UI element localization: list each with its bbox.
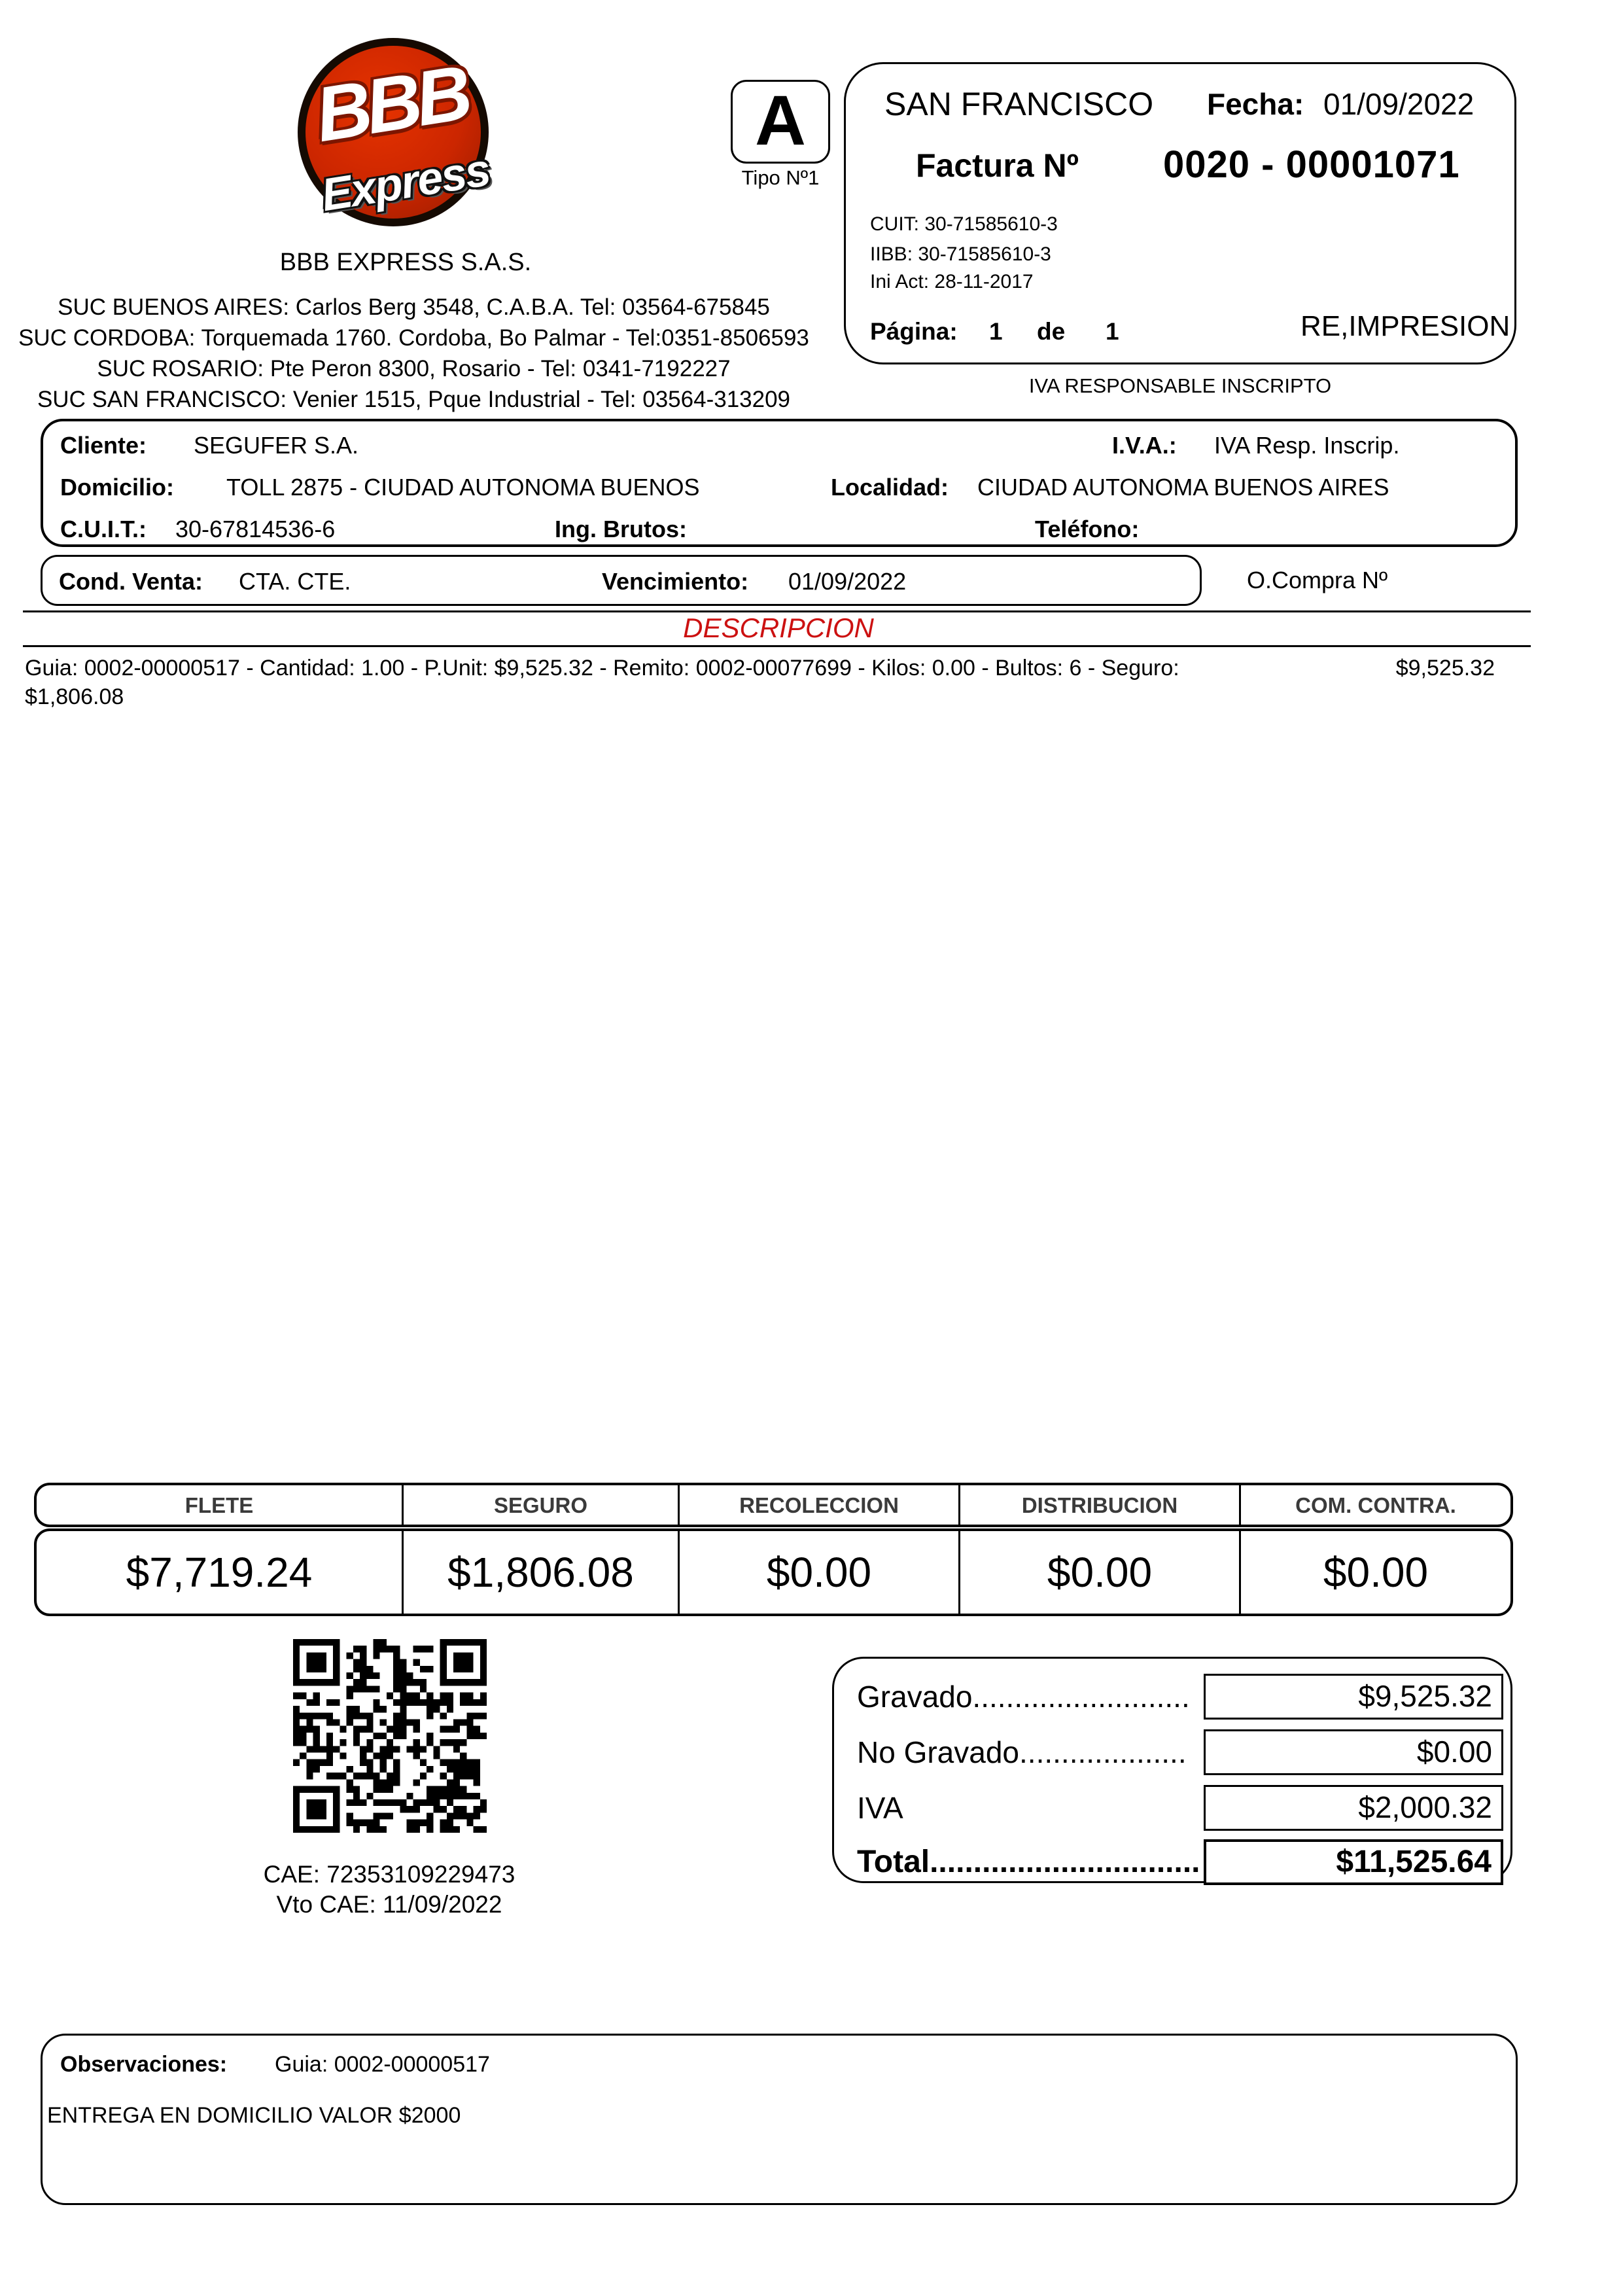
client-phone-label: Teléfono: bbox=[1035, 516, 1140, 542]
total-row-iva bbox=[834, 1785, 1510, 1831]
client-address-label: Domicilio: bbox=[60, 474, 175, 501]
charges-col-recoleccion: RECOLECCION bbox=[678, 1485, 958, 1525]
company-ini-act: Ini Act: 28-11-2017 bbox=[870, 271, 1034, 292]
invoice-type-letter: A bbox=[755, 80, 806, 160]
charges-values-row bbox=[34, 1528, 1513, 1616]
total-row-gravado bbox=[834, 1674, 1510, 1720]
description-title: DESCRIPCION bbox=[683, 612, 874, 643]
client-iva-value: IVA Resp. Inscrip. bbox=[1214, 432, 1400, 459]
no-gravado-label: No Gravado.................... bbox=[857, 1735, 1187, 1769]
description-line1-amount: $9,525.32 bbox=[1395, 656, 1495, 680]
logo-word-express: Express bbox=[317, 143, 493, 221]
total-row-total bbox=[834, 1839, 1510, 1885]
charges-col-seguro: SEGURO bbox=[402, 1485, 678, 1525]
branch-address: SUC ROSARIO: Pte Peron 8300, Rosario - Tel: 0341-7192227 bbox=[97, 356, 731, 381]
page-current: 1 bbox=[989, 318, 1003, 345]
purchase-order-label: O.Compra Nº bbox=[1247, 567, 1388, 593]
iva-label: IVA bbox=[857, 1791, 903, 1825]
total-label: Total............................... bbox=[857, 1845, 1200, 1879]
charges-header-row bbox=[34, 1483, 1513, 1527]
invoice-number-label: Factura Nº bbox=[916, 147, 1079, 184]
cae-block bbox=[216, 1860, 563, 1920]
due-date-label: Vencimiento: bbox=[602, 568, 749, 595]
branch-name: SAN FRANCISCO bbox=[884, 86, 1154, 122]
date-label: Fecha: bbox=[1207, 87, 1304, 121]
client-address: TOLL 2875 - CIUDAD AUTONOMA BUENOS bbox=[226, 474, 700, 501]
client-label: Cliente: bbox=[60, 432, 147, 459]
client-name: SEGUFER S.A. bbox=[194, 432, 359, 459]
company-branches bbox=[16, 292, 811, 415]
no-gravado-value: $0.00 bbox=[1204, 1729, 1503, 1775]
client-city-label: Localidad: bbox=[831, 474, 949, 501]
gravado-value: $9,525.32 bbox=[1204, 1674, 1503, 1720]
charges-col-flete: FLETE bbox=[184, 1493, 254, 1517]
client-iva-label: I.V.A.: bbox=[1112, 432, 1177, 459]
observations-guia: Guia: 0002-00000517 bbox=[275, 2052, 490, 2077]
client-cuit: 30-67814536-6 bbox=[175, 516, 336, 542]
totals-box bbox=[832, 1657, 1512, 1883]
branch-address: SUC SAN FRANCISCO: Venier 1515, Pque Industrial - Tel: 03564-313209 bbox=[37, 387, 791, 412]
total-value: $11,525.64 bbox=[1204, 1839, 1503, 1885]
description-line2: $1,806.08 bbox=[25, 684, 124, 709]
observations-label: Observaciones: bbox=[60, 2052, 228, 2077]
charges-val-com-contra: $0.00 bbox=[1239, 1531, 1510, 1614]
charges-col-com-contra: COM. CONTRA. bbox=[1239, 1485, 1510, 1525]
qr-code bbox=[293, 1636, 487, 1836]
date-value: 01/09/2022 bbox=[1323, 87, 1475, 121]
description-line1: Guia: 0002-00000517 - Cantidad: 1.00 - P.Unit: $9,525.32 - Remito: 0002-00077699 - Kilos: 0.00 - Bultos: 6 - Seguro: bbox=[25, 656, 1179, 680]
charges-val-distribucion: $0.00 bbox=[958, 1531, 1239, 1614]
branch-address: SUC BUENOS AIRES: Carlos Berg 3548, C.A.B.A. Tel: 03564-675845 bbox=[58, 294, 770, 320]
charges-col-distribucion: DISTRIBUCION bbox=[958, 1485, 1239, 1525]
client-cuit-label: C.U.I.T.: bbox=[60, 516, 147, 542]
invoice-number-value: 0020 - 00001071 bbox=[1163, 143, 1460, 186]
reprint-flag: RE,IMPRESION bbox=[1300, 310, 1510, 342]
page-label: Página: bbox=[870, 318, 958, 345]
charges-val-seguro: $1,806.08 bbox=[402, 1531, 678, 1614]
due-date-value: 01/09/2022 bbox=[788, 568, 907, 595]
cae-number: CAE: 72353109229473 bbox=[263, 1861, 515, 1888]
sale-condition-label: Cond. Venta: bbox=[59, 568, 203, 595]
observations-note: ENTREGA EN DOMICILIO VALOR $2000 bbox=[47, 2103, 461, 2128]
client-ing-brutos-label: Ing. Brutos: bbox=[555, 516, 687, 542]
page-total: 1 bbox=[1106, 318, 1119, 345]
page-of: de bbox=[1037, 318, 1066, 345]
client-city: CIUDAD AUTONOMA BUENOS AIRES bbox=[977, 474, 1389, 501]
gravado-label: Gravado.......................... bbox=[857, 1680, 1190, 1714]
total-row-no-gravado bbox=[834, 1729, 1510, 1775]
company-name: BBB EXPRESS S.A.S. bbox=[279, 249, 532, 276]
iva-condition: IVA RESPONSABLE INSCRIPTO bbox=[1028, 374, 1332, 397]
description-divider-bottom bbox=[23, 645, 1531, 647]
logo-word-bbb: BBB bbox=[309, 49, 473, 159]
company-cuit: CUIT: 30-71585610-3 bbox=[870, 213, 1058, 235]
invoice-type-box bbox=[731, 80, 830, 164]
company-iibb: IIBB: 30-71585610-3 bbox=[870, 243, 1051, 265]
sale-condition-value: CTA. CTE. bbox=[239, 568, 351, 595]
charges-val-recoleccion: $0.00 bbox=[678, 1531, 958, 1614]
iva-value: $2,000.32 bbox=[1204, 1785, 1503, 1831]
charges-val-flete: $7,719.24 bbox=[126, 1549, 313, 1596]
cae-due-date: Vto CAE: 11/09/2022 bbox=[276, 1891, 502, 1918]
invoice-type-label: Tipo Nº1 bbox=[741, 166, 820, 189]
branch-address: SUC CORDOBA: Torquemada 1760. Cordoba, Bo Palmar - Tel:0351-8506593 bbox=[18, 325, 809, 351]
